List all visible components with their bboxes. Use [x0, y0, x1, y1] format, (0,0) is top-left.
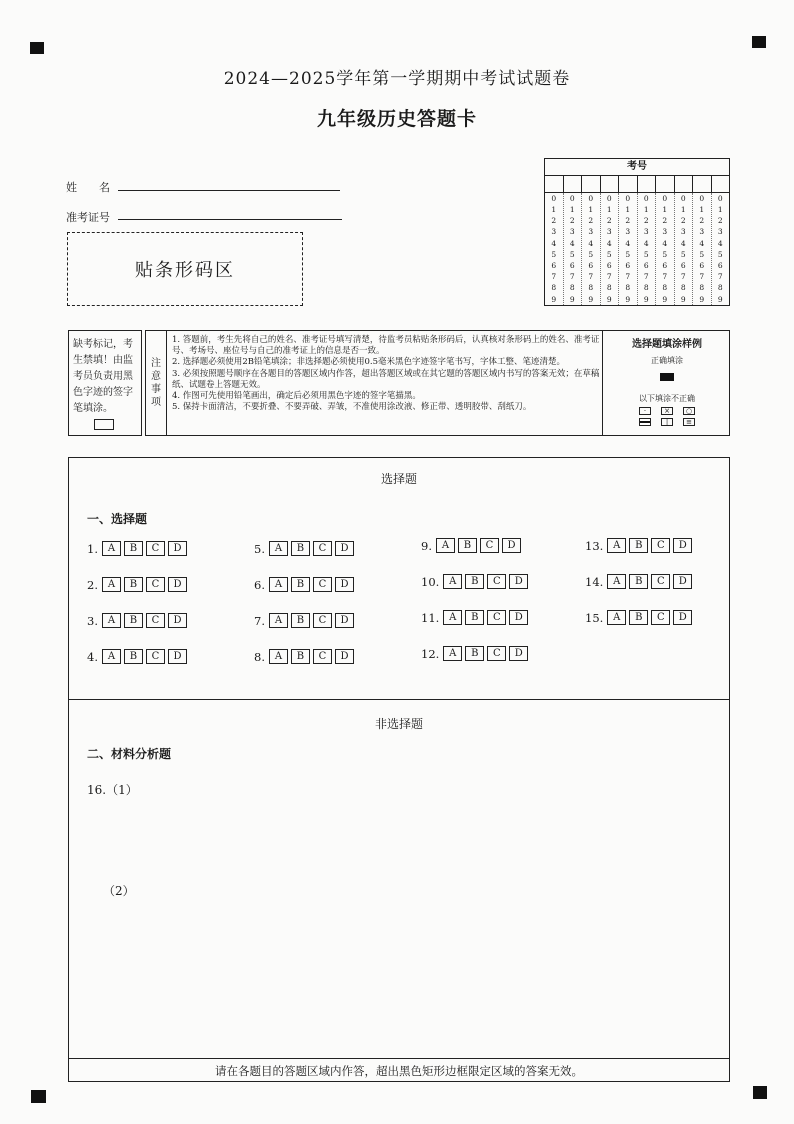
notice-label: 注 意 事 项	[146, 331, 167, 435]
exam-number-bubble[interactable]: 7	[625, 272, 631, 282]
choice-question	[254, 541, 354, 556]
exam-number-bubble[interactable]: 6	[588, 260, 594, 270]
exam-number-bubble[interactable]: 4	[569, 238, 575, 248]
option-bubble-a[interactable]: A	[102, 541, 121, 556]
exam-number-bubble[interactable]: 8	[625, 283, 631, 293]
exam-number-bubble[interactable]: 6	[662, 260, 668, 270]
option-bubble-b[interactable]: B	[458, 538, 477, 553]
exam-number-bubble[interactable]: 9	[569, 294, 575, 304]
exam-number-bubble[interactable]: 0	[699, 193, 705, 203]
notice-item: 2. 选择题必须使用2B铅笔填涂；非选择题必须使用0.5毫米黑色字迹签字笔书写，字体工整、笔迹清楚。	[172, 357, 565, 368]
option-bubble-a[interactable]: A	[443, 610, 462, 625]
choice-question	[585, 574, 692, 589]
option-bubble-b[interactable]: B	[124, 649, 143, 664]
option-bubble-a[interactable]: A	[269, 541, 288, 556]
option-bubble-d[interactable]: D	[335, 577, 354, 592]
exam-number-bubble[interactable]: 9	[699, 294, 705, 304]
option-bubble-c[interactable]: C	[313, 613, 332, 628]
choice-question	[421, 538, 521, 553]
q16-part1-answer-area[interactable]	[87, 800, 707, 880]
option-bubble-b[interactable]: B	[465, 610, 484, 625]
exam-number-bubble[interactable]: 7	[662, 272, 668, 282]
q16-part1-label: 16.（1）	[87, 783, 138, 797]
exam-number-bubble[interactable]: 9	[606, 294, 612, 304]
option-bubble-c[interactable]: C	[313, 541, 332, 556]
exam-number-bubble[interactable]: 3	[606, 227, 612, 237]
exam-number-bubble[interactable]: 2	[588, 216, 594, 226]
exam-number-title: 考号	[545, 159, 729, 176]
option-bubble-b[interactable]: B	[124, 577, 143, 592]
exam-number-column	[619, 193, 638, 305]
exam-number-bubble[interactable]: 6	[551, 260, 557, 270]
exam-number-bubble[interactable]: 0	[569, 193, 575, 203]
exam-number-bubble[interactable]: 8	[551, 283, 557, 293]
exam-number-bubble[interactable]: 7	[551, 272, 557, 282]
option-bubble-d[interactable]: D	[509, 574, 528, 589]
option-bubble-d[interactable]: D	[335, 541, 354, 556]
option-bubble-b[interactable]: B	[291, 649, 310, 664]
exam-number-bubble[interactable]: 3	[680, 227, 686, 237]
exam-number-bubble[interactable]: 2	[699, 216, 705, 226]
exam-number-bubble[interactable]: 0	[606, 193, 612, 203]
exam-number-bubble[interactable]: 2	[606, 216, 612, 226]
exam-number-bubble[interactable]: 0	[625, 193, 631, 203]
exam-number-column	[582, 193, 601, 305]
question-number: 3.	[87, 613, 98, 628]
option-bubble-a[interactable]: A	[607, 574, 626, 589]
question-number: 4.	[87, 649, 98, 664]
option-bubble-b[interactable]: B	[291, 577, 310, 592]
exam-number-bubble[interactable]: 8	[662, 283, 668, 293]
wrong-center-example: |	[661, 418, 673, 426]
wrong-lines-example: ≡	[683, 418, 695, 426]
exam-number-column	[712, 193, 730, 305]
choice-question	[421, 574, 528, 589]
option-bubble-b[interactable]: B	[629, 574, 648, 589]
option-bubble-a[interactable]: A	[436, 538, 455, 553]
choice-question	[254, 577, 354, 592]
option-bubble-d[interactable]: D	[335, 649, 354, 664]
choice-question	[87, 577, 187, 592]
exam-number-bubble[interactable]: 3	[551, 227, 557, 237]
exam-number-bubble[interactable]: 7	[588, 272, 594, 282]
card-title: 九年级历史答题卡	[316, 108, 477, 130]
question-number: 1.	[87, 541, 98, 556]
exam-number-bubble[interactable]: 6	[717, 260, 723, 270]
exam-number-bubble[interactable]: 6	[625, 260, 631, 270]
exam-number-bubble[interactable]: 6	[606, 260, 612, 270]
exam-number-column	[693, 193, 712, 305]
option-bubble-d[interactable]: D	[502, 538, 521, 553]
exam-number-bubble[interactable]: 4	[625, 238, 631, 248]
exam-number-bubble[interactable]: 2	[569, 216, 575, 226]
exam-number-bubble[interactable]: 6	[699, 260, 705, 270]
option-bubble-b[interactable]: B	[465, 574, 484, 589]
exam-number-bubble[interactable]: 4	[662, 238, 668, 248]
correct-label: 正确填涂	[651, 356, 683, 365]
exam-number-bubble[interactable]: 4	[699, 238, 705, 248]
exam-number-bubble[interactable]: 1	[569, 205, 575, 215]
option-bubble-b[interactable]: B	[124, 613, 143, 628]
exam-number-write-box[interactable]	[712, 176, 730, 192]
exam-number-bubble[interactable]: 8	[643, 283, 649, 293]
exam-number-column	[545, 193, 564, 305]
exam-number-bubble[interactable]: 3	[662, 227, 668, 237]
exam-number-bubble[interactable]: 0	[680, 193, 686, 203]
option-bubble-a[interactable]: A	[102, 613, 121, 628]
exam-number-write-boxes	[545, 176, 729, 193]
exam-number-bubble[interactable]: 5	[699, 249, 705, 259]
exam-number-bubble[interactable]: 3	[625, 227, 631, 237]
option-bubble-d[interactable]: D	[168, 541, 187, 556]
choice-question	[87, 541, 187, 556]
exam-number-bubble[interactable]: 2	[717, 216, 723, 226]
exam-number-bubble[interactable]: 9	[625, 294, 631, 304]
exam-number-bubble[interactable]: 9	[717, 294, 723, 304]
option-bubble-c[interactable]: C	[146, 649, 165, 664]
exam-number-bubble[interactable]: 3	[699, 227, 705, 237]
option-bubble-a[interactable]: A	[443, 646, 462, 661]
wrong-circle-example: ○	[683, 407, 695, 415]
exam-number-column	[638, 193, 657, 305]
exam-number-bubble[interactable]: 8	[606, 283, 612, 293]
wrong-label: 以下填涂不正确	[639, 394, 695, 403]
exam-number-bubble[interactable]: 4	[606, 238, 612, 248]
exam-number-bubble[interactable]: 1	[680, 205, 686, 215]
exam-number-write-box[interactable]	[619, 176, 638, 192]
missing-exam-text: 缺考标记，考生禁填！由监考员负责用黑色字迹的签字笔填涂。	[73, 339, 133, 414]
missing-exam-checkbox[interactable]	[94, 419, 114, 430]
option-bubble-a[interactable]: A	[607, 538, 626, 553]
exam-number-bubble[interactable]: 4	[588, 238, 594, 248]
exam-number-bubble[interactable]: 5	[588, 249, 594, 259]
exam-number-bubble[interactable]: 5	[643, 249, 649, 259]
exam-number-bubble[interactable]: 0	[643, 193, 649, 203]
choice-question	[87, 613, 187, 628]
notice-item: 4. 作图可先使用铅笔画出，确定后必须用黑色字迹的签字笔描黑。	[172, 391, 421, 402]
exam-number-bubble[interactable]: 7	[680, 272, 686, 282]
exam-number-bubble[interactable]: 3	[643, 227, 649, 237]
exam-number-bubble[interactable]: 7	[717, 272, 723, 282]
option-bubble-b[interactable]: B	[291, 613, 310, 628]
corner-mark-bottom-right	[753, 1086, 767, 1099]
option-bubble-b[interactable]: B	[629, 538, 648, 553]
exam-number-bubble[interactable]: 9	[551, 294, 557, 304]
exam-number-bubble[interactable]: 8	[699, 283, 705, 293]
choice-question	[585, 538, 692, 553]
exam-number-bubble[interactable]: 1	[551, 205, 557, 215]
exam-number-write-box[interactable]	[601, 176, 620, 192]
question-number: 14.	[585, 574, 604, 589]
choice-part-title: 一、选择题	[87, 512, 148, 526]
exam-number-bubble[interactable]: 6	[680, 260, 686, 270]
exam-number-bubble[interactable]: 3	[588, 227, 594, 237]
exam-number-bubble[interactable]: 2	[680, 216, 686, 226]
exam-number-bubble[interactable]: 9	[588, 294, 594, 304]
notice-item: 1. 答题前，考生先将自己的姓名、准考证号填写清楚，待监考员粘贴条形码后，认真核对条形码上的姓名、准考证号、考场号、座位号与自己的准考证上的信息是否一致。	[172, 335, 600, 357]
question-number: 8.	[254, 649, 265, 664]
exam-number-bubble[interactable]: 5	[662, 249, 668, 259]
exam-number-column	[656, 193, 675, 305]
question-number: 6.	[254, 577, 265, 592]
exam-number-bubble[interactable]: 0	[662, 193, 668, 203]
choice-question	[87, 649, 187, 664]
exam-number-bubble[interactable]: 9	[643, 294, 649, 304]
correct-fill-example	[660, 373, 674, 381]
corner-mark-top-right	[752, 36, 766, 48]
exam-number-write-box[interactable]	[564, 176, 583, 192]
exam-number-bubble[interactable]: 4	[551, 238, 557, 248]
exam-number-bubble[interactable]: 5	[551, 249, 557, 259]
exam-number-write-box[interactable]	[693, 176, 712, 192]
exam-number-bubble[interactable]: 5	[625, 249, 631, 259]
choice-question	[254, 613, 354, 628]
option-bubble-d[interactable]: D	[673, 538, 692, 553]
notice-item: 3. 必须按照题号顺序在各题目的答题区域内作答，超出答题区域或在其它题的答题区域内书写的答案无效；在草稿纸、试题卷上答题无效。	[172, 368, 600, 390]
option-bubble-d[interactable]: D	[335, 613, 354, 628]
wrong-cross-example: ×	[661, 407, 673, 415]
q16-part2-answer-area[interactable]	[87, 901, 707, 1051]
exam-number-bubble[interactable]: 1	[717, 205, 723, 215]
choice-question	[421, 610, 528, 625]
question-number: 2.	[87, 577, 98, 592]
question-number: 13.	[585, 538, 604, 553]
option-bubble-d[interactable]: D	[673, 574, 692, 589]
choice-section-title: 选择题	[380, 472, 417, 486]
exam-number-bubble[interactable]: 2	[625, 216, 631, 226]
exam-number-column	[675, 193, 694, 305]
question-number: 7.	[254, 613, 265, 628]
option-bubble-a[interactable]: A	[102, 577, 121, 592]
exam-number-bubble[interactable]: 8	[680, 283, 686, 293]
option-bubble-b[interactable]: B	[465, 646, 484, 661]
option-bubble-b[interactable]: B	[629, 610, 648, 625]
option-bubble-d[interactable]: D	[673, 610, 692, 625]
nonchoice-part-title: 二、材料分析题	[87, 747, 172, 761]
exam-number-bubble[interactable]: 1	[699, 205, 705, 215]
option-bubble-c[interactable]: C	[313, 577, 332, 592]
exam-number-bubble[interactable]: 1	[662, 205, 668, 215]
exam-number-bubble[interactable]: 1	[588, 205, 594, 215]
option-bubble-b[interactable]: B	[124, 541, 143, 556]
question-number: 11.	[421, 610, 440, 625]
choice-question	[254, 649, 354, 664]
barcode-area	[67, 232, 303, 306]
option-bubble-c[interactable]: C	[651, 538, 670, 553]
exam-number-column	[601, 193, 620, 305]
exam-number-bubble[interactable]: 1	[606, 205, 612, 215]
exam-number-bubble[interactable]: 7	[569, 272, 575, 282]
corner-mark-bottom-left	[31, 1090, 46, 1103]
id-label: 准考证号	[66, 211, 110, 224]
exam-number-bubble[interactable]: 4	[717, 238, 723, 248]
option-bubble-a[interactable]: A	[269, 613, 288, 628]
exam-number-bubble[interactable]: 2	[662, 216, 668, 226]
exam-number-write-box[interactable]	[656, 176, 675, 192]
exam-number-bubble[interactable]: 5	[606, 249, 612, 259]
exam-number-bubble[interactable]: 1	[625, 205, 631, 215]
option-bubble-c[interactable]: C	[651, 574, 670, 589]
wrong-partial-example	[639, 418, 651, 426]
exam-number-bubble[interactable]: 9	[680, 294, 686, 304]
exam-number-bubble[interactable]: 0	[588, 193, 594, 203]
exam-number-write-box[interactable]	[675, 176, 694, 192]
question-number: 15.	[585, 610, 604, 625]
choice-question	[585, 610, 692, 625]
exam-number-bubble[interactable]: 6	[569, 260, 575, 270]
barcode-label: 贴条形码区	[135, 260, 235, 281]
exam-number-bubble[interactable]: 1	[643, 205, 649, 215]
option-bubble-c[interactable]: C	[487, 574, 506, 589]
choice-question	[421, 646, 528, 661]
exam-number-grid	[544, 158, 730, 306]
exam-number-bubble[interactable]: 2	[551, 216, 557, 226]
exam-number-write-box[interactable]	[638, 176, 657, 192]
exam-number-bubble[interactable]: 4	[643, 238, 649, 248]
exam-number-write-box[interactable]	[545, 176, 564, 192]
option-bubble-c[interactable]: C	[480, 538, 499, 553]
exam-number-bubble[interactable]: 5	[569, 249, 575, 259]
exam-number-bubble[interactable]: 9	[662, 294, 668, 304]
footer-note: 请在各题目的答题区域内作答，超出黑色矩形边框限定区域的答案无效。	[68, 1058, 730, 1082]
section-divider	[69, 699, 729, 700]
option-bubble-c[interactable]: C	[313, 649, 332, 664]
option-bubble-a[interactable]: A	[102, 649, 121, 664]
exam-number-bubble[interactable]: 5	[717, 249, 723, 259]
exam-number-bubble[interactable]: 7	[606, 272, 612, 282]
notice-items	[172, 335, 602, 413]
option-bubble-d[interactable]: D	[168, 649, 187, 664]
option-bubble-b[interactable]: B	[291, 541, 310, 556]
option-bubble-c[interactable]: C	[146, 613, 165, 628]
sample-title: 选择题填涂样例	[632, 339, 702, 350]
notice-panel	[145, 330, 730, 436]
nonchoice-section-title: 非选择题	[374, 717, 423, 731]
fill-sample	[602, 331, 731, 435]
exam-number-bubble[interactable]: 3	[717, 227, 723, 237]
exam-number-bubble[interactable]: 4	[680, 238, 686, 248]
exam-number-bubble[interactable]: 7	[699, 272, 705, 282]
question-number: 10.	[421, 574, 440, 589]
option-bubble-a[interactable]: A	[443, 574, 462, 589]
exam-number-bubble[interactable]: 7	[643, 272, 649, 282]
wrong-examples-row-2	[603, 418, 731, 426]
option-bubble-c[interactable]: C	[487, 610, 506, 625]
question-number: 9.	[421, 538, 432, 553]
exam-number-write-box[interactable]	[582, 176, 601, 192]
option-bubble-a[interactable]: A	[269, 577, 288, 592]
exam-title: 2024—2025学年第一学期期中考试试题卷	[223, 69, 571, 89]
exam-number-bubble[interactable]: 5	[680, 249, 686, 259]
notice-item: 5. 保持卡面清洁，不要折叠、不要弄破、弄皱，不准使用涂改液、修正带、透明胶带、刮纸刀。	[172, 402, 532, 413]
name-label: 姓 名	[66, 181, 110, 194]
exam-number-bubble[interactable]: 6	[643, 260, 649, 270]
option-bubble-d[interactable]: D	[509, 610, 528, 625]
missing-exam-box	[68, 330, 142, 436]
option-bubble-c[interactable]: C	[651, 610, 670, 625]
option-bubble-d[interactable]: D	[168, 577, 187, 592]
id-field[interactable]	[118, 219, 342, 220]
corner-mark-top-left	[30, 42, 44, 54]
option-bubble-a[interactable]: A	[607, 610, 626, 625]
option-bubble-c[interactable]: C	[146, 541, 165, 556]
question-number: 12.	[421, 646, 440, 661]
exam-number-bubble[interactable]: 3	[569, 227, 575, 237]
wrong-dot-example: ·	[639, 407, 651, 415]
q16-part2-label: （2）	[103, 884, 135, 898]
exam-number-bubble[interactable]: 0	[717, 193, 723, 203]
option-bubble-a[interactable]: A	[269, 649, 288, 664]
exam-number-column	[564, 193, 583, 305]
option-bubble-d[interactable]: D	[168, 613, 187, 628]
option-bubble-c[interactable]: C	[146, 577, 165, 592]
option-bubble-c[interactable]: C	[487, 646, 506, 661]
exam-number-bubble[interactable]: 0	[551, 193, 557, 203]
exam-number-bubble[interactable]: 2	[643, 216, 649, 226]
exam-number-bubble[interactable]: 8	[588, 283, 594, 293]
answer-area	[68, 457, 730, 1082]
option-bubble-d[interactable]: D	[509, 646, 528, 661]
wrong-examples-row-1	[603, 407, 731, 415]
exam-number-bubbles	[545, 193, 729, 305]
exam-number-bubble[interactable]: 8	[569, 283, 575, 293]
question-number: 5.	[254, 541, 265, 556]
name-field[interactable]	[118, 190, 340, 191]
exam-number-bubble[interactable]: 8	[717, 283, 723, 293]
